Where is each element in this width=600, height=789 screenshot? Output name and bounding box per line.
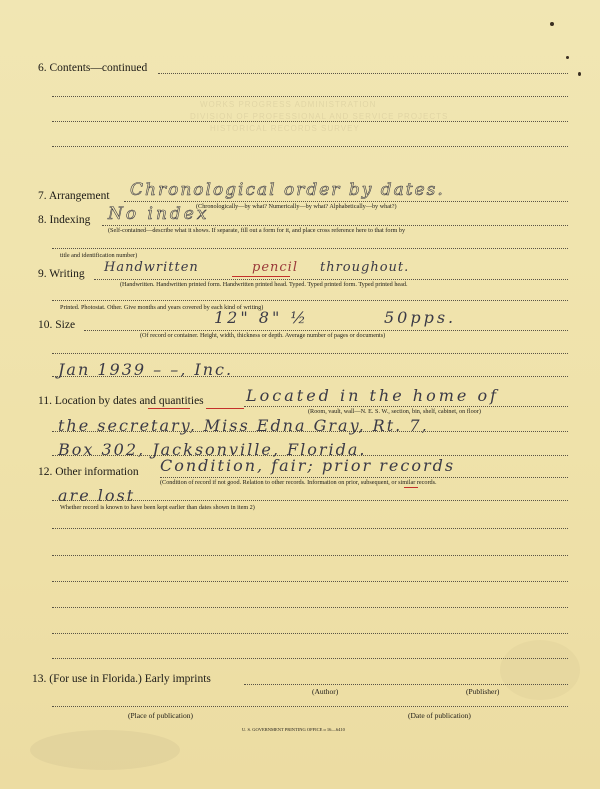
paper-speck <box>566 56 569 59</box>
item-10-line <box>84 330 568 331</box>
show-through-text: WORKS PROGRESS ADMINISTRATION <box>200 100 377 109</box>
show-through-text: DIVISION OF PROFESSIONAL AND SERVICE PROJECTS <box>190 112 449 121</box>
item-11-handwritten-line-2: the secretary, Miss Edna Gray, Rt. 7, <box>58 416 429 435</box>
item-8-caption-2: title and identification number) <box>60 252 138 259</box>
paper-speck <box>550 22 554 26</box>
item-6-line <box>52 146 568 147</box>
item-12-label: 12. Other information <box>38 466 139 478</box>
item-10-handwritten-value-a: 12" 8" ½ <box>214 308 309 327</box>
item-13-publisher-caption: (Publisher) <box>466 687 500 696</box>
item-6-label: 6. Contents—continued <box>38 62 148 74</box>
item-8-line <box>102 225 568 226</box>
item-8-label: 8. Indexing <box>38 214 91 226</box>
item-12-line <box>52 607 568 608</box>
item-11-caption: (Room, vault, wall—N. E. S. W., section, bin, shelf, cabinet, on floor) <box>308 408 481 415</box>
paper-speck <box>578 72 581 76</box>
item-13-date-caption: (Date of publication) <box>408 711 471 720</box>
item-12-caption: (Condition of record if not good. Relation to other records. Information on prior, subsequent, or similar records. <box>160 479 437 486</box>
item-12-caption-2: Whether record is known to have been kept earlier than dates shown in item 2) <box>60 504 255 511</box>
item-10-label: 10. Size <box>38 319 76 331</box>
item-11-label: 11. Location by dates and quantities <box>38 395 204 407</box>
item-9-caption: (Handwritten. Handwritten printed form. Handwritten printed head. Typed. Typed printed form. Typed printed head. <box>120 281 408 288</box>
item-7-handwritten-value: Chronological order by dates. <box>130 180 445 200</box>
red-pencil-underline <box>148 408 190 409</box>
item-6-line <box>52 121 568 122</box>
item-8-handwritten-value: No index <box>108 204 210 224</box>
item-10-handwritten-value-b: 50pps. <box>384 308 457 327</box>
item-7-line <box>124 201 568 202</box>
item-11-line <box>244 406 568 407</box>
item-12-line <box>52 633 568 634</box>
item-12-line <box>52 528 568 529</box>
item-9-handwritten-value-b: pencil <box>252 260 298 275</box>
item-8-line <box>52 248 568 249</box>
item-13-label: 13. (For use in Florida.) Early imprints <box>32 673 211 685</box>
item-13-line <box>52 706 568 707</box>
item-9-label: 9. Writing <box>38 268 85 280</box>
item-10-line <box>52 353 568 354</box>
printing-office-note: U. S. GOVERNMENT PRINTING OFFICE o 16—6410 <box>242 727 345 732</box>
item-12-line <box>160 477 568 478</box>
item-12-handwritten-value: Condition, fair; prior records <box>160 456 456 475</box>
item-8-caption: (Self-contained—describe what it shows. If separate, fill out a form for it, and place cross reference here to that form by <box>108 227 406 234</box>
item-11-handwritten-dates: Jan 1939 – –, Inc. <box>58 360 234 379</box>
paper-stain <box>500 640 580 700</box>
item-12-handwritten-line-2: are lost <box>58 486 136 505</box>
red-pencil-underline <box>404 487 418 488</box>
paper-stain <box>30 730 180 770</box>
item-11-handwritten-value: Located in the home of <box>246 386 499 405</box>
item-9-line <box>52 300 568 301</box>
item-13-author-caption: (Author) <box>312 687 339 696</box>
item-11-handwritten-line-3: Box 302, Jacksonville, Florida. <box>58 440 367 459</box>
item-6-line <box>52 96 568 97</box>
item-7-caption: (Chronologically—by what? Numerically—by what? Alphabetically—by what?) <box>196 203 397 210</box>
item-12-line <box>52 581 568 582</box>
item-9-caption-2: Printed. Photostat. Other. Give months and years covered by each kind of writing) <box>60 304 264 311</box>
item-9-handwritten-value-a: Handwritten <box>104 260 199 275</box>
item-12-line <box>52 500 568 501</box>
item-12-line <box>52 555 568 556</box>
red-pencil-underline <box>206 408 244 409</box>
item-9-handwritten-value-c: throughout. <box>320 260 410 275</box>
red-pencil-underline <box>232 276 290 277</box>
item-10-caption: (Of record or container. Height, width, thickness or depth. Average number of pages or documents) <box>140 332 386 339</box>
item-11-line <box>52 431 568 432</box>
item-9-line <box>94 279 568 280</box>
item-13-line <box>244 684 568 685</box>
item-7-label: 7. Arrangement <box>38 190 110 202</box>
item-12-line <box>52 658 568 659</box>
item-6-line <box>158 73 568 74</box>
show-through-text: HISTORICAL RECORDS SURVEY <box>210 124 360 133</box>
item-13-place-caption: (Place of publication) <box>128 711 193 720</box>
